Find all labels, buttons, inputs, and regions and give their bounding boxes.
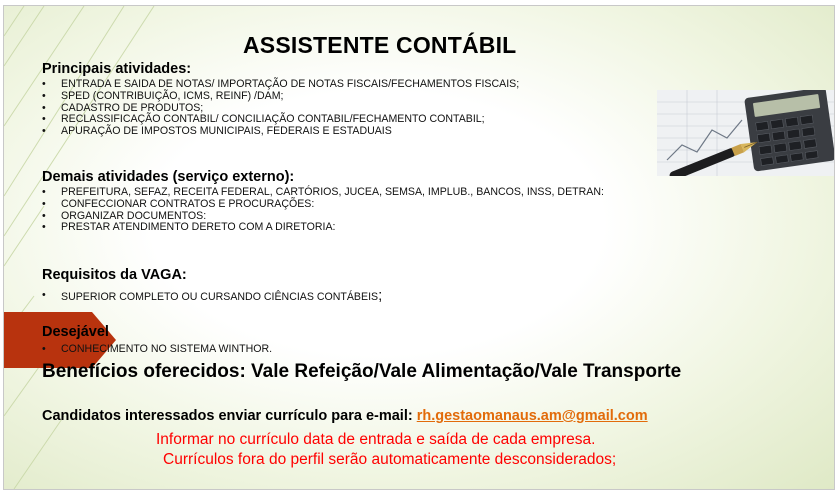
list-item: • APURAÇÃO DE IMPOSTOS MUNICIPAIS, FEDERAIS E ESTADUAIS [42, 126, 519, 138]
list-item: • ORGANIZAR DOCUMENTOS: [42, 211, 604, 223]
requisitos-heading: Requisitos da VAGA: [42, 267, 187, 283]
list-item: • SPED (CONTRIBUIÇÃO, ICMS, REINF) /DAM; [42, 91, 519, 103]
requisitos-list [42, 287, 383, 304]
requisitos-item: SUPERIOR COMPLETO OU CURSANDO CIÊNCIAS CONTÁBEIS [61, 291, 379, 303]
demais-heading: Demais atividades (serviço externo): [42, 169, 295, 185]
list-item [42, 287, 383, 304]
list-item: • CADASTRO DE PRODUTOS; [42, 103, 519, 115]
desejavel-list [42, 344, 272, 356]
contact-label: Candidatos interessados enviar currículo para e-mail: [42, 408, 417, 424]
note-fora-perfil: Currículos fora do perfil serão automaticamente desconsiderados; [163, 451, 617, 468]
list-item: • CONHECIMENTO NO SISTEMA WINTHOR. [42, 344, 272, 356]
desejavel-heading: Desejável [42, 324, 109, 340]
list-item: • PREFEITURA, SEFAZ, RECEITA FEDERAL, CARTÓRIOS, JUCEA, SEMSA, IMPLUB., BANCOS, INSS, DETRAN: [42, 187, 604, 199]
note-entrada-saida: Informar no currículo data de entrada e saída de cada empresa. [156, 431, 596, 448]
list-item: • ENTRADA E SAIDA DE NOTAS/ IMPORTAÇÃO DE NOTAS FISCAIS/FECHAMENTOS FISCAIS; [42, 79, 519, 91]
requisitos-item-end: ; [378, 287, 383, 304]
principais-list [42, 79, 519, 138]
list-item: • CONFECCIONAR CONTRATOS E PROCURAÇÕES: [42, 199, 604, 211]
calculator-pen-photo [657, 90, 834, 176]
demais-list [42, 187, 604, 234]
contact-line [42, 408, 648, 424]
list-item: • PRESTAR ATENDIMENTO DERETO COM A DIRETORIA: [42, 222, 604, 234]
email-link[interactable]: rh.gestaomanaus.am@gmail.com [416, 408, 648, 424]
principais-heading: Principais atividades: [42, 61, 192, 77]
slide [3, 5, 835, 490]
beneficios-text: Benefícios oferecidos: Vale Refeição/Vale Alimentação/Vale Transporte [42, 361, 682, 382]
page-title: ASSISTENTE CONTÁBIL [243, 32, 517, 58]
list-item: • RECLASSIFICAÇÃO CONTABIL/ CONCILIAÇÃO CONTABIL/FECHAMENTO CONTABIL; [42, 114, 519, 126]
